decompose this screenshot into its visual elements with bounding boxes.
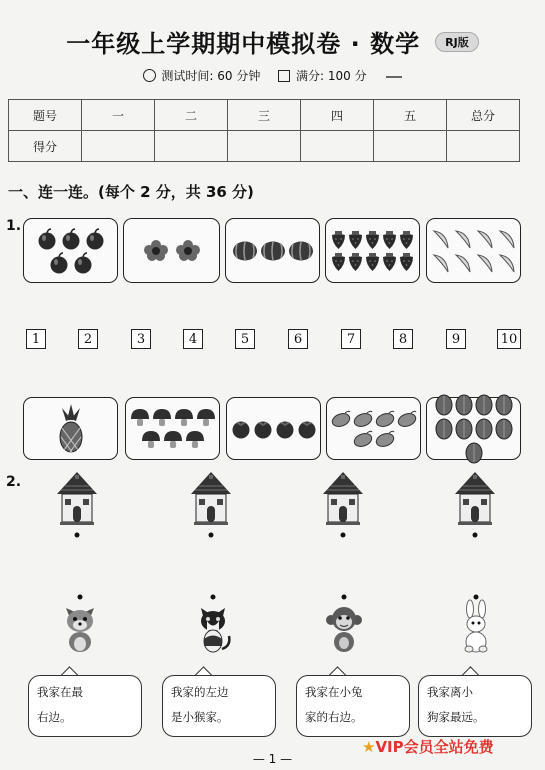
watermelon-icon [260, 240, 286, 262]
apple-icon [48, 252, 70, 274]
tomato-icon [297, 419, 317, 439]
tomato-icon [275, 419, 295, 439]
house-1 [55, 470, 99, 542]
score-label: 满分: 100 分 [296, 69, 367, 83]
banana-icon [497, 228, 517, 250]
number-box-10[interactable]: 10 [497, 329, 521, 349]
rabbit-icon [454, 594, 498, 656]
score-entry-cell[interactable] [447, 131, 520, 162]
score-entry-cell[interactable] [155, 131, 228, 162]
picture-card-mushrooms[interactable] [125, 397, 220, 460]
number-box-7[interactable]: 7 [341, 329, 361, 349]
picture-card-flowers[interactable] [123, 218, 220, 283]
stopwatch-icon [143, 69, 156, 82]
bubble-line: 狗家最远。 [427, 710, 485, 724]
score-cell: 二 [155, 100, 228, 131]
banana-icon [475, 252, 495, 274]
score-cell: 三 [228, 100, 301, 131]
score-entry-cell[interactable] [82, 131, 155, 162]
bubble-line: 家的右边。 [305, 710, 363, 724]
dog-icon [58, 594, 102, 656]
number-box-8[interactable]: 8 [393, 329, 413, 349]
watermelon-icon [232, 240, 258, 262]
number-box-5[interactable]: 5 [235, 329, 255, 349]
mushroom-icon [174, 408, 194, 428]
banana-icon [497, 252, 517, 274]
picture-card-apples[interactable] [23, 218, 118, 283]
qr-mark-icon [386, 69, 402, 78]
house-icon [321, 470, 365, 538]
strawberry-icon [365, 230, 380, 250]
banana-icon [453, 228, 473, 250]
score-cell: 一 [82, 100, 155, 131]
score-cell: 五 [374, 100, 447, 131]
score-table-header-row [9, 100, 520, 131]
animal-rabbit[interactable] [454, 594, 498, 660]
leaf-icon [455, 418, 473, 440]
question-number: 1. [6, 218, 22, 234]
leaf-icon [475, 394, 493, 416]
house-3 [321, 470, 365, 542]
mushroom-icon [141, 430, 161, 450]
tomato-icon [231, 419, 251, 439]
speech-bubble-monkey [296, 675, 410, 737]
animal-dog[interactable] [58, 594, 102, 660]
apple-icon [84, 228, 106, 250]
calendar-icon [278, 70, 290, 82]
apple-icon [36, 228, 58, 250]
strawberry-icon [331, 252, 346, 272]
watermelon-icon [288, 240, 314, 262]
monkey-icon [322, 594, 366, 656]
house-icon [453, 470, 497, 538]
apple-icon [60, 228, 82, 250]
time-label: 测试时间: 60 分钟 [161, 69, 261, 83]
number-box-4[interactable]: 4 [183, 329, 203, 349]
bubble-line: 我家离小 [427, 685, 473, 699]
house-4 [453, 470, 497, 542]
star-icon: ★ [362, 738, 376, 756]
strawberry-icon [331, 230, 346, 250]
banana-icon [475, 228, 495, 250]
strawberry-icon [348, 252, 363, 272]
leaf-icon [475, 418, 493, 440]
banana-icon [431, 252, 451, 274]
edition-badge: RJ版 [435, 32, 479, 52]
mango-icon [331, 410, 351, 428]
score-table-score-row [9, 131, 520, 162]
bubble-line: 我家的左边 [171, 685, 229, 699]
flower-icon [141, 238, 171, 264]
mango-icon [353, 430, 373, 448]
mango-icon [375, 430, 395, 448]
picture-card-leaves[interactable] [426, 397, 521, 460]
house-icon [55, 470, 99, 538]
strawberry-icon [365, 252, 380, 272]
vip-watermark [362, 736, 494, 757]
bubble-line: 我家在最 [37, 685, 83, 699]
bubble-line: 我家在小兔 [305, 685, 363, 699]
mango-icon [375, 410, 395, 428]
score-table [8, 99, 520, 162]
apple-icon [72, 252, 94, 274]
mushroom-icon [130, 408, 150, 428]
speech-bubble-cat [162, 675, 276, 737]
section-heading: 一、连一连。(每个 2 分，共 36 分) [8, 183, 254, 201]
leaf-icon [455, 394, 473, 416]
question-number: 2. [6, 474, 22, 490]
strawberry-icon [382, 252, 397, 272]
score-cell: 题号 [9, 100, 82, 131]
mushroom-icon [163, 430, 183, 450]
number-box-3[interactable]: 3 [131, 329, 151, 349]
mango-icon [397, 410, 417, 428]
score-cell: 总分 [447, 100, 520, 131]
animal-cat[interactable] [191, 594, 235, 660]
bubble-line: 右边。 [37, 710, 72, 724]
score-entry-cell[interactable] [301, 131, 374, 162]
pineapple-icon [56, 404, 86, 454]
strawberry-icon [399, 252, 414, 272]
banana-icon [453, 252, 473, 274]
mushroom-icon [185, 430, 205, 450]
picture-card-pineapple[interactable] [23, 397, 118, 460]
leaf-icon [435, 418, 453, 440]
page-number: — 1 — [252, 752, 293, 766]
picture-card-bananas[interactable] [426, 218, 521, 283]
vip-watermark-text: VIP会员全站免费 [375, 738, 494, 756]
leaf-icon [495, 394, 513, 416]
page-title: 一年级上学期期中模拟卷 · 数学 [66, 30, 421, 58]
exam-meta [0, 67, 545, 84]
score-cell: 得分 [9, 131, 82, 162]
speech-bubble-dog [28, 675, 142, 737]
picture-card-strawberries[interactable] [325, 218, 420, 283]
number-box-6[interactable]: 6 [288, 329, 308, 349]
flower-icon [173, 238, 203, 264]
picture-card-watermelons[interactable] [225, 218, 320, 283]
score-cell: 四 [301, 100, 374, 131]
number-box-2[interactable]: 2 [78, 329, 98, 349]
strawberry-icon [382, 230, 397, 250]
tomato-icon [253, 419, 273, 439]
number-box-9[interactable]: 9 [446, 329, 466, 349]
picture-card-mangoes[interactable] [326, 397, 421, 460]
number-box-1[interactable]: 1 [26, 329, 46, 349]
house-icon [189, 470, 233, 538]
speech-bubble-rabbit [418, 675, 532, 737]
animal-monkey[interactable] [322, 594, 366, 660]
mushroom-icon [196, 408, 216, 428]
score-entry-cell[interactable] [228, 131, 301, 162]
leaf-icon [435, 394, 453, 416]
strawberry-icon [399, 230, 414, 250]
page-title-row [0, 24, 545, 59]
mushroom-icon [152, 408, 172, 428]
mango-icon [353, 410, 373, 428]
leaf-icon [495, 418, 513, 440]
house-2 [189, 470, 233, 542]
score-entry-cell[interactable] [374, 131, 447, 162]
cat-icon [191, 594, 235, 656]
banana-icon [431, 228, 451, 250]
bubble-line: 是小猴家。 [171, 710, 229, 724]
strawberry-icon [348, 230, 363, 250]
picture-card-tomatoes[interactable] [226, 397, 321, 460]
leaf-icon [465, 442, 483, 464]
